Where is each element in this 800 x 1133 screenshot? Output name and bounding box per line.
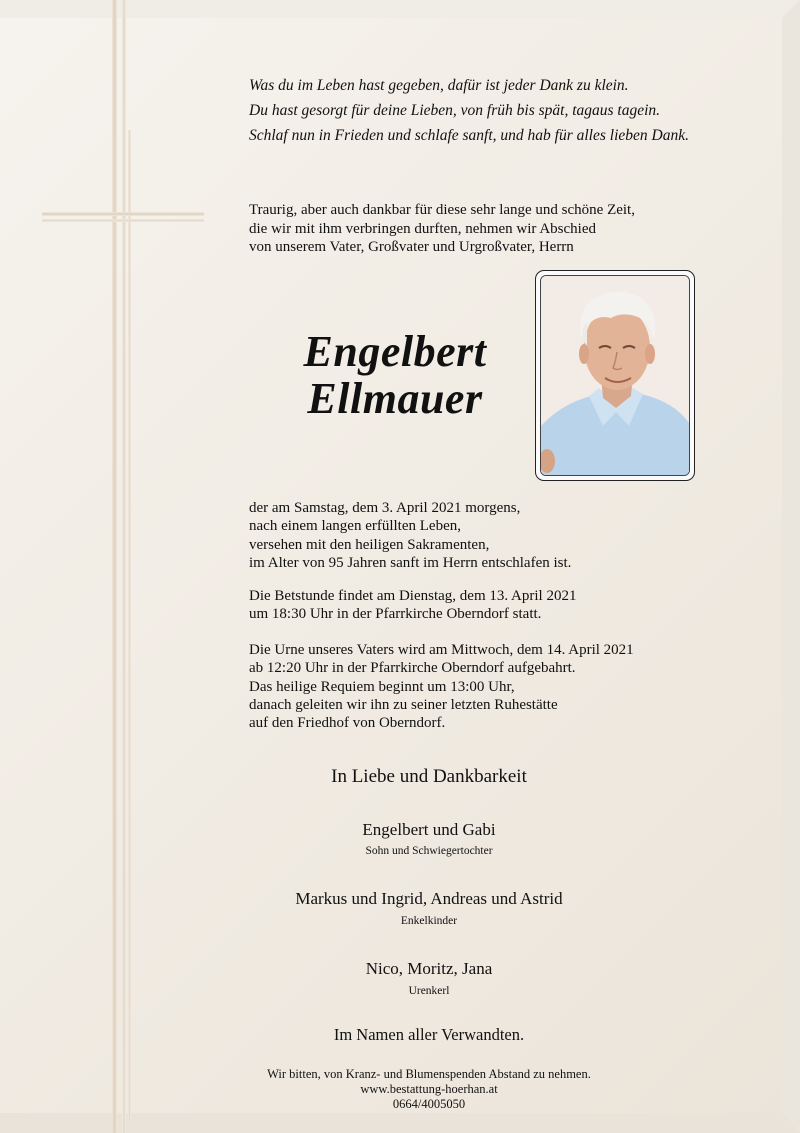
death-notice-line: nach einem langen erfüllten Leben, xyxy=(249,518,461,535)
funeral-line: danach geleiten wir ihn zu seiner letzten Ruhestätte xyxy=(249,696,558,713)
death-notice-line: versehen mit den heiligen Sakramenten, xyxy=(249,536,490,553)
footer-website-link[interactable]: www.bestattung-hoerhan.at xyxy=(360,1082,498,1096)
death-notice xyxy=(249,499,571,572)
intro-text xyxy=(249,201,635,257)
relatives-line: Im Namen aller Verwandten. xyxy=(333,1025,525,1044)
poem-line: Schlaf nun in Frieden und schlafe sanft, und hab für alles lieben Dank. xyxy=(249,127,689,144)
cross-horizontal-beam-inner xyxy=(42,219,204,222)
mourner-relation: Enkelkinder xyxy=(400,915,458,927)
poem-line: Du hast gesorgt für deine Lieben, von früh bis spät, tagaus tagein. xyxy=(249,102,661,119)
mourner-relation: Urenkerl xyxy=(408,985,450,997)
prayer-service-line: um 18:30 Uhr in der Pfarrkirche Oberndorf statt. xyxy=(249,606,542,623)
mourner-relation: Sohn und Schwiegertochter xyxy=(365,845,493,857)
death-notice-line: der am Samstag, dem 3. April 2021 morgens, xyxy=(249,500,521,516)
intro-line: Traurig, aber auch dankbar für diese sehr lange und schöne Zeit, xyxy=(249,202,635,218)
footer-phone: 0664/4005050 xyxy=(392,1097,466,1111)
mourner-names: Markus und Ingrid, Andreas und Astrid xyxy=(295,889,563,908)
funeral-line: auf den Friedhof von Oberndorf. xyxy=(249,715,446,732)
funeral-line: ab 12:20 Uhr in der Pfarrkirche Oberndorf aufgebahrt. xyxy=(249,660,576,677)
prayer-service-line: Die Betstunde findet am Dienstag, dem 13. April 2021 xyxy=(249,588,577,604)
deceased-last-name: Ellmauer xyxy=(307,374,483,423)
mourner-names: Nico, Moritz, Jana xyxy=(365,959,493,978)
intro-line: die wir mit ihm verbringen durften, nehmen wir Abschied xyxy=(249,220,596,237)
deceased-first-name: Engelbert xyxy=(303,327,487,376)
mourner-names: Engelbert und Gabi xyxy=(362,820,496,839)
intro-line: von unserem Vater, Großvater und Urgroßvater, Herrn xyxy=(249,239,574,255)
funeral-info xyxy=(249,641,634,732)
footer-request: Wir bitten, von Kranz- und Blumenspenden Abstand zu nehmen. xyxy=(267,1067,591,1081)
prayer-service-info xyxy=(249,587,576,624)
portrait-illustration xyxy=(541,276,690,476)
cross-horizontal-beam xyxy=(42,212,204,216)
funeral-line: Die Urne unseres Vaters wird am Mittwoch, dem 14. April 2021 xyxy=(249,642,634,658)
funeral-line: Das heilige Requiem beginnt um 13:00 Uhr, xyxy=(249,678,515,695)
closing-line: In Liebe und Dankbarkeit xyxy=(331,766,527,787)
portrait-photo xyxy=(540,275,690,476)
death-notice-line: im Alter von 95 Jahren sanft im Herrn entschlafen ist. xyxy=(249,554,572,571)
poem xyxy=(249,73,689,148)
poem-line: Was du im Leben hast gegeben, dafür ist jeder Dank zu klein. xyxy=(249,77,629,94)
portrait-frame xyxy=(535,270,695,481)
